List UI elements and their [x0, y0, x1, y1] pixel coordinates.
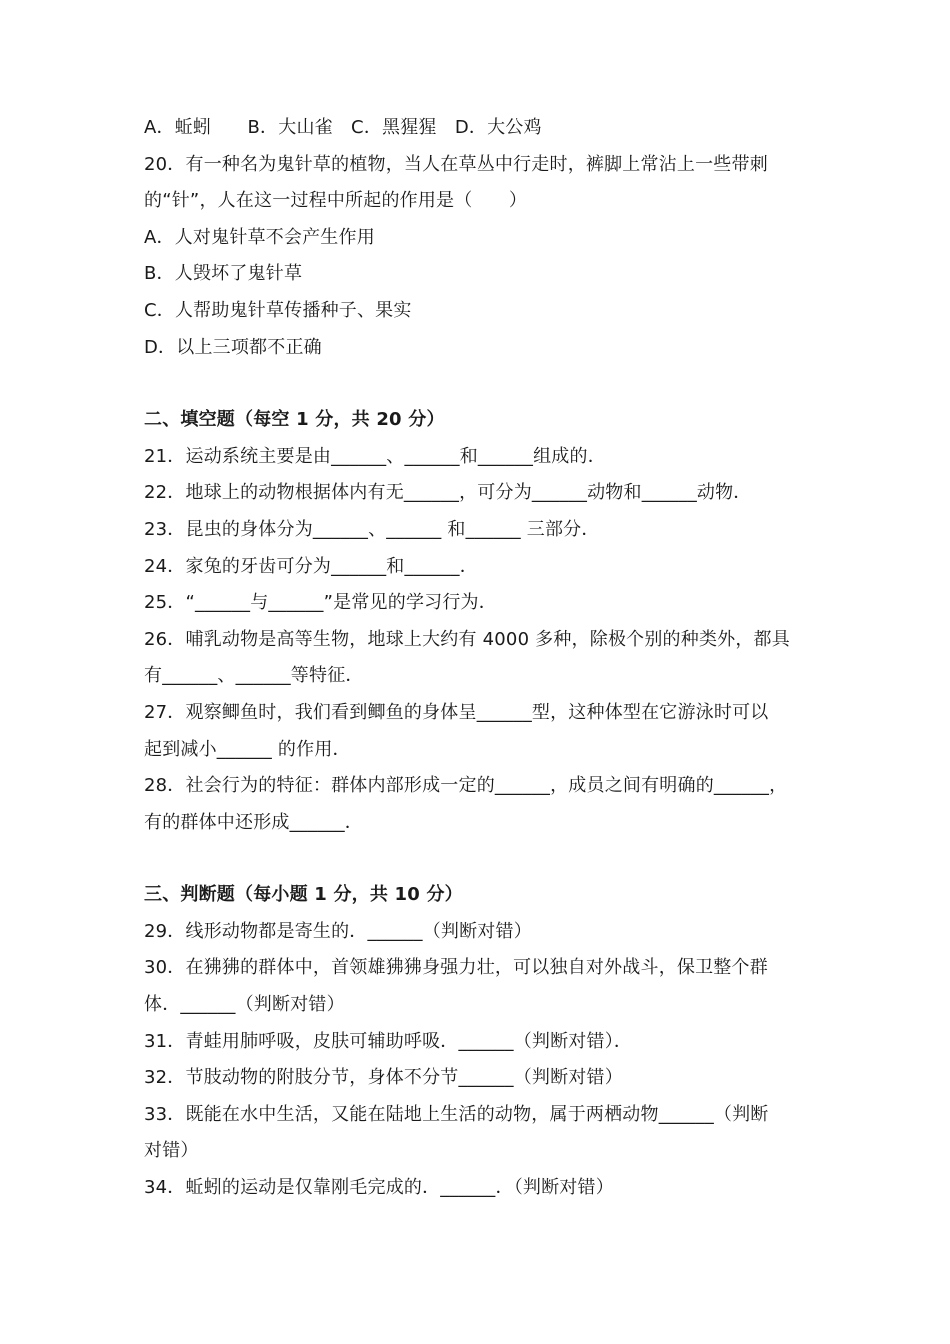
q33-line1: 33．既能在水中生活，又能在陆地上生活的动物，属于两栖动物______（判断	[144, 1103, 769, 1125]
q21: 21．运动系统主要是由______、______和______组成的．	[144, 445, 606, 467]
q33-line2: 对错）	[144, 1140, 199, 1162]
q20-option-c: C．人帮助鬼针草传播种子、果实	[144, 299, 412, 321]
q25: 25．“______与______”是常见的学习行为．	[144, 592, 497, 614]
q20-option-a: A．人对鬼针草不会产生作用	[144, 226, 375, 248]
q26-line1: 26．哺乳动物是高等生物，地球上大约有 4000 多种，除极个别的种类外，都具	[144, 628, 790, 650]
q29: 29．线形动物都是寄生的．______（判断对错）	[144, 920, 532, 942]
q28-line2: 有的群体中还形成______．	[144, 811, 363, 833]
exam-content	[144, 110, 814, 1207]
q20-option-b: B．人毁坏了鬼针草	[144, 263, 303, 285]
q31: 31．青蛙用肺呼吸，皮肤可辅助呼吸．______（判断对错）．	[144, 1030, 633, 1052]
q20-stem-line1: 20．有一种名为鬼针草的植物，当人在草丛中行走时，裤脚上常沾上一些带刺	[144, 153, 768, 175]
q32: 32．节肢动物的附肢分节，身体不分节______（判断对错）	[144, 1067, 623, 1089]
q20-stem-line2: 的“针”，人在这一过程中所起的作用是（ ）	[144, 190, 528, 212]
q22: 22．地球上的动物根据体内有无______，可分为______动物和______动物．	[144, 482, 752, 504]
q26-line2: 有______、______等特征．	[144, 665, 364, 687]
q30-line2: 体．______（判断对错）	[144, 994, 345, 1016]
q19-options: A．蚯蚓 B．大山雀 C．黑猩猩 D．大公鸡	[144, 117, 542, 138]
q20-option-d: D．以上三项都不正确	[144, 336, 322, 358]
section-spacer	[144, 366, 814, 402]
section-heading-true-false: 三、判断题（每小题 1 分，共 10 分）	[144, 884, 463, 906]
q28-line1: 28．社会行为的特征：群体内部形成一定的______，成员之间有明确的______，	[144, 775, 788, 797]
section-spacer	[144, 841, 814, 877]
q30-line1: 30．在狒狒的群体中，首领雄狒狒身强力壮，可以独自对外战斗，保卫整个群	[144, 957, 768, 979]
section-heading-fill-blank: 二、填空题（每空 1 分，共 20 分）	[144, 409, 445, 431]
q27-line1: 27．观察鲫鱼时，我们看到鲫鱼的身体呈______型，这种体型在它游泳时可以	[144, 701, 769, 723]
q24: 24．家兔的牙齿可分为______和______．	[144, 555, 478, 577]
q34: 34．蚯蚓的运动是仅靠刚毛完成的．______．（判断对错）	[144, 1177, 614, 1199]
q23: 23．昆虫的身体分为______、______ 和______ 三部分．	[144, 518, 600, 540]
q27-line2: 起到减小______ 的作用．	[144, 738, 351, 760]
